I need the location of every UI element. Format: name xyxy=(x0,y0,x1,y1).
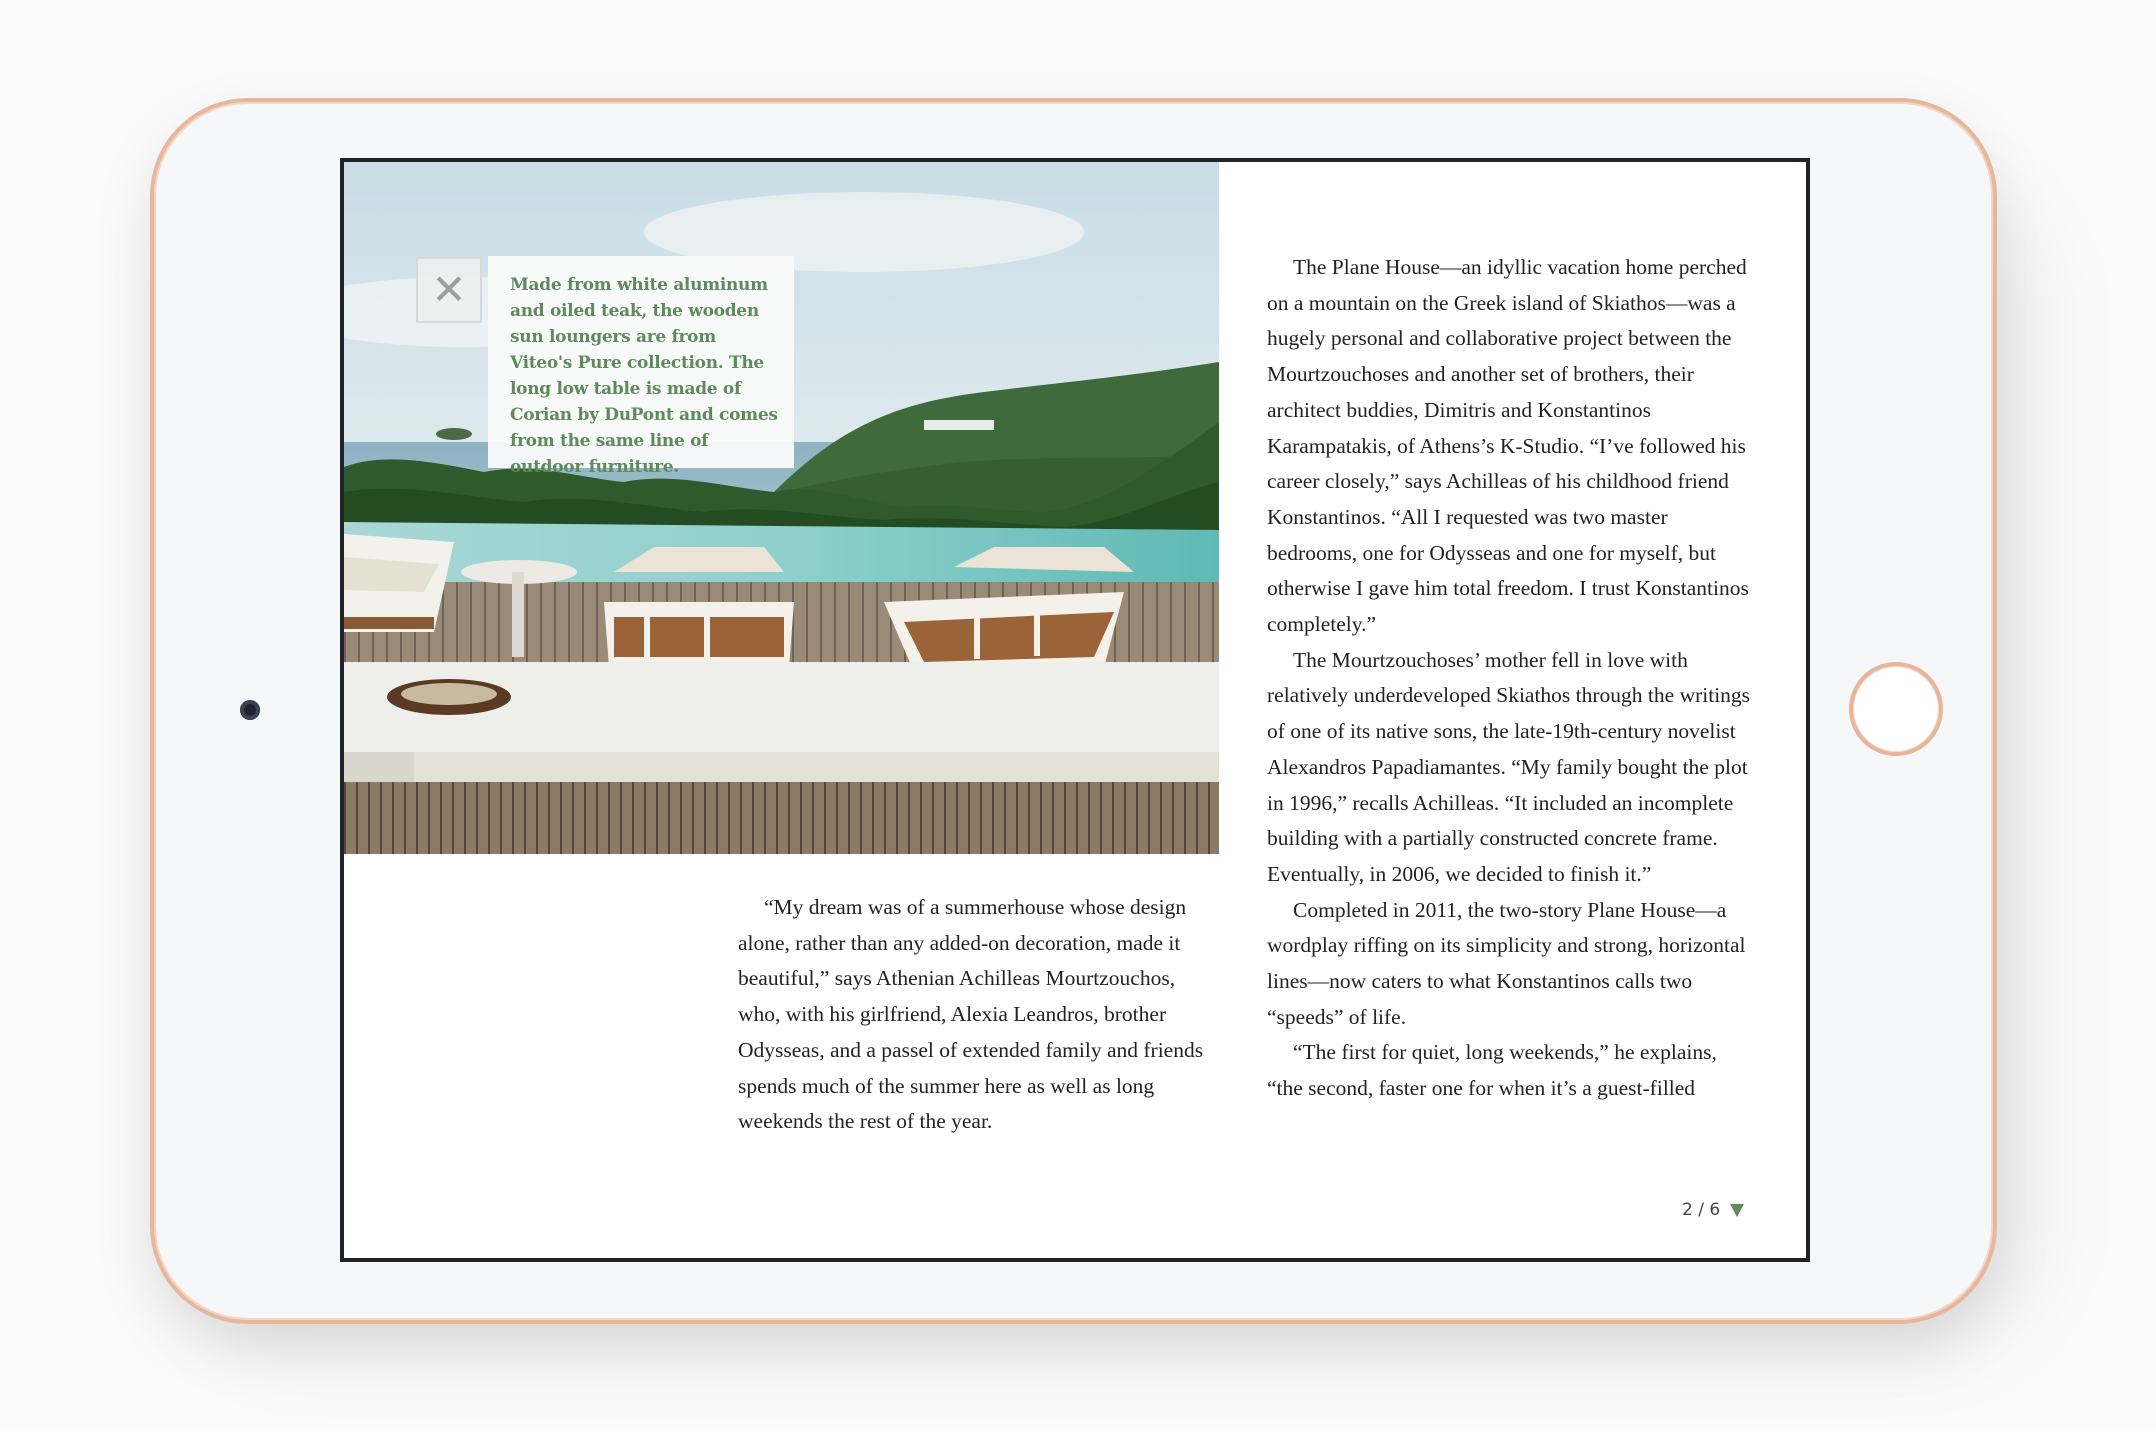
photo-caption xyxy=(488,256,794,477)
reader-screen xyxy=(340,158,1810,1262)
page-indicator[interactable] xyxy=(1682,1198,1744,1222)
article-column-left xyxy=(738,890,1204,1140)
paragraph: “My dream was of a summerhouse whose design alone, rather than any added-on decoration, made it beautiful,” says Athenian Achilleas Mourtzouchos, who, with his girlfriend, Alexia Leandros, brother Odysseas, and a passel of extended family and friends spends much of the summer here as well as long weekends the rest of the year. xyxy=(738,895,1204,1134)
paragraph: “The first for quiet, long weekends,” he explains, “the second, faster one for when it’s a guest-filled xyxy=(1267,1040,1717,1101)
close-icon: ✕ xyxy=(431,265,467,314)
article-column-right xyxy=(1267,250,1757,1107)
camera-icon xyxy=(240,700,260,720)
paragraph: Completed in 2011, the two-story Plane House—a wordplay riffing on its simplicity and strong, horizontal lines—now caters to what Konstantinos calls two “speeds” of life. xyxy=(1267,897,1746,1029)
page-number: 2 / 6 xyxy=(1682,1200,1721,1220)
close-caption-button[interactable] xyxy=(416,257,482,323)
paragraph: The Plane House—an idyllic vacation home perched on a mountain on the Greek island of Skiathos—was a hugely personal and collaborative project between the Mourtzouchoses and another set of brothers, their architect buddies, Dimitris and Konstantinos Karampatakis, of Athens’s K-Studio. “I’ve followed his career closely,” says Achilleas of his childhood friend Konstantinos. “All I requested was two master bedrooms, one for Odysseas and one for myself, but otherwise I gave him total freedom. I trust Konstantinos completely.” xyxy=(1267,255,1749,637)
caption-text: Made from white aluminum and oiled teak, the wooden sun loungers are from Viteo's Pure collection. The long low table is made of Corian by DuPont and comes from the same line of outdoor furniture. xyxy=(510,275,778,477)
triangle-down-icon[interactable] xyxy=(1730,1204,1744,1217)
home-button[interactable] xyxy=(1849,662,1943,756)
paragraph: The Mourtzouchoses’ mother fell in love with relatively underdeveloped Skiathos through the writings of one of its native sons, the late-19th-century novelist Alexandros Papadiamantes. “My family bought the plot in 1996,” recalls Achilleas. “It included an incomplete building with a partially constructed concrete frame. Eventually, in 2006, we decided to finish it.” xyxy=(1267,647,1751,886)
